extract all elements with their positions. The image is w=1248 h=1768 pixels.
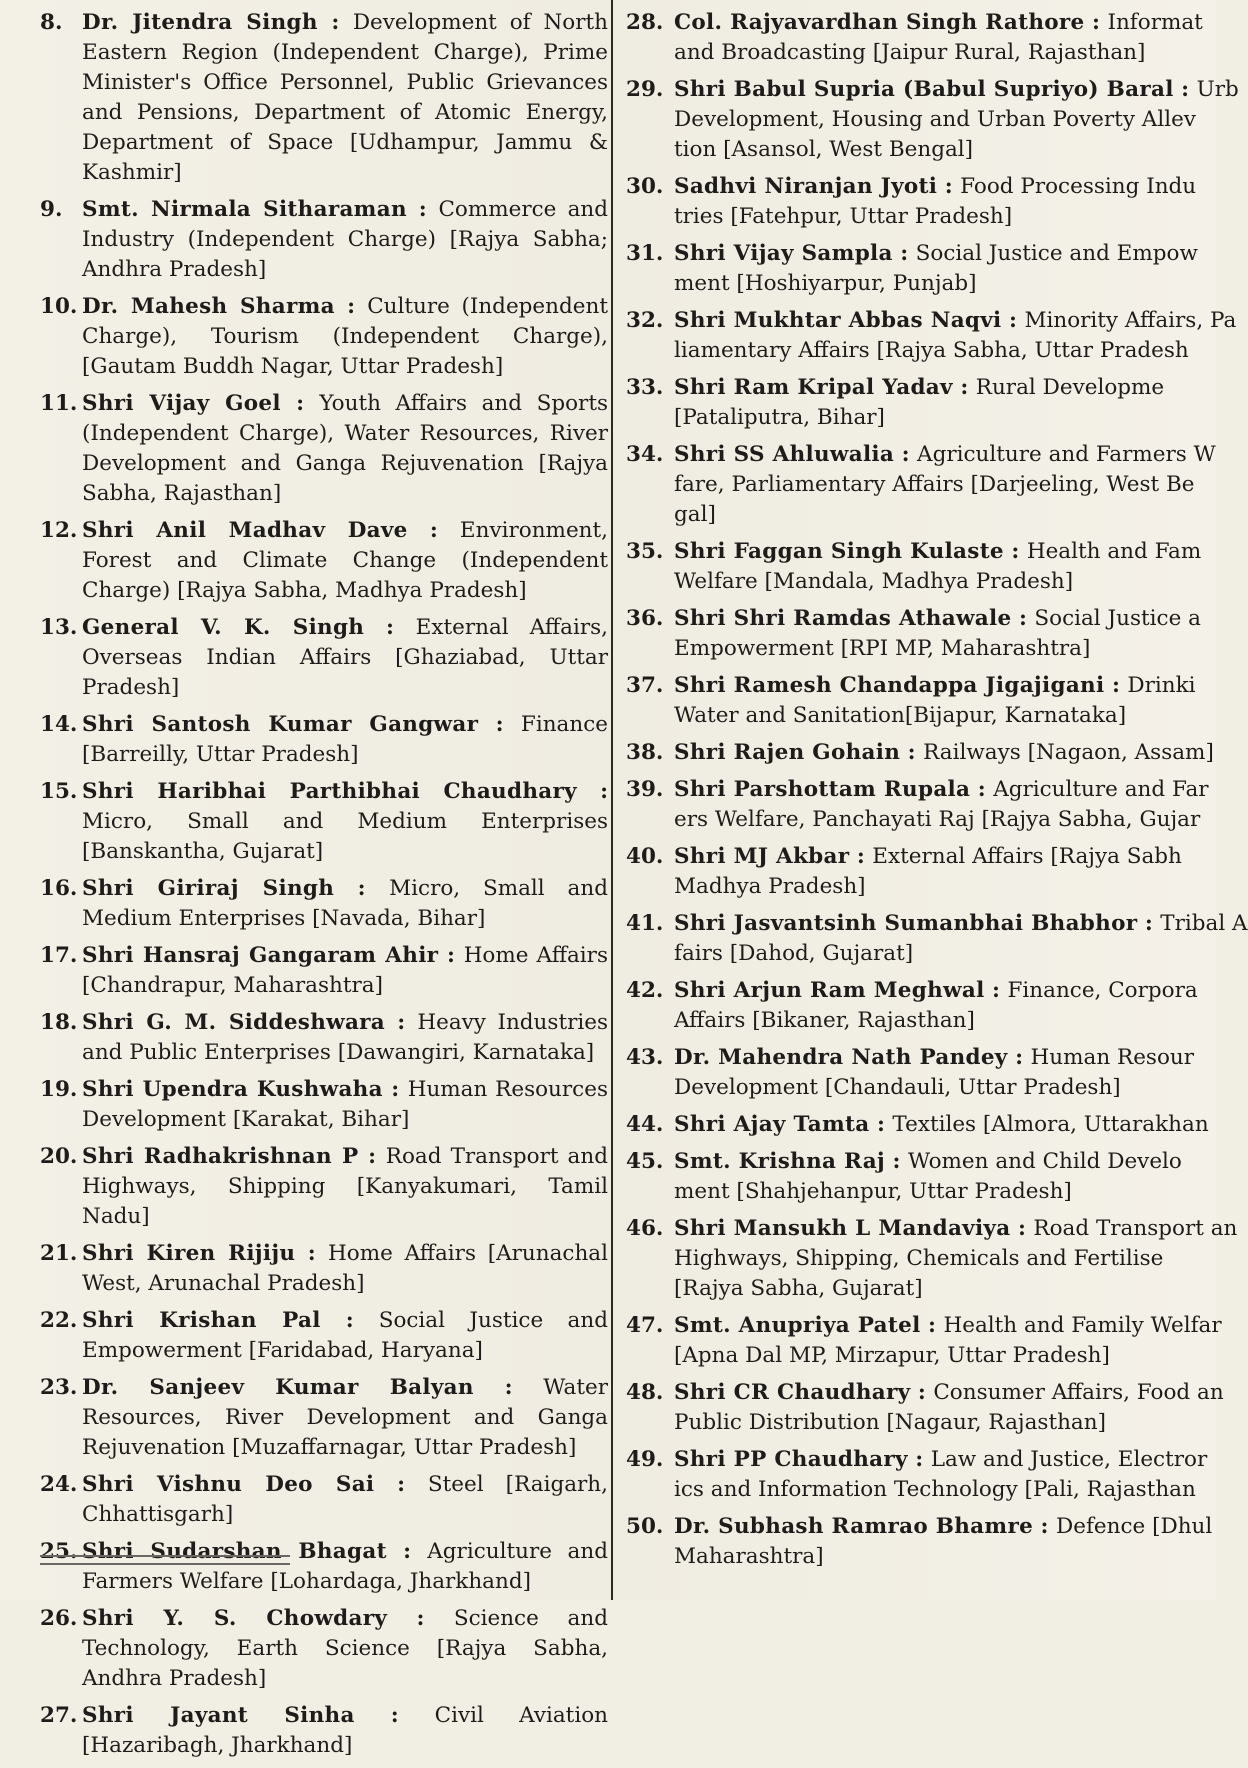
portfolio-text: Road Transport and Highways, Shipping [Kanyakumari, Tamil Nadu]	[82, 1144, 608, 1229]
portfolio-line: Law and Justice, Electror	[930, 1447, 1208, 1472]
portfolio-line: Rural Developme	[975, 375, 1165, 400]
entry-number: 38.	[626, 740, 664, 765]
minister-name: Shri Rajen Gohain	[674, 740, 901, 765]
portfolio-line: Women and Child Develo	[907, 1149, 1182, 1174]
minister-entry	[40, 777, 608, 867]
separator: :	[317, 10, 353, 35]
separator: :	[910, 1380, 934, 1405]
separator: :	[576, 779, 609, 804]
minister-entry	[40, 195, 608, 285]
portfolio-text: Human Resources Development [Karakat, Bihar]	[82, 1077, 608, 1132]
entry-number: 40.	[626, 844, 664, 869]
minister-entry	[626, 1378, 1226, 1438]
minister-name: Col. Rajyavardhan Singh Rathore	[674, 10, 1085, 35]
minister-name: Shri Hansraj Gangaram Ahir	[82, 943, 439, 968]
separator: :	[984, 978, 1008, 1003]
separator: :	[900, 740, 924, 765]
separator: :	[1007, 1045, 1031, 1070]
entry-number: 23.	[40, 1375, 78, 1400]
separator: :	[1104, 673, 1128, 698]
entry-number: 15.	[40, 779, 78, 804]
portfolio-line: Textiles [Almora, Uttarakhan	[892, 1112, 1209, 1137]
portfolio-line: Agriculture and Farmers W	[917, 442, 1216, 467]
minister-name: Shri Parshottam Rupala	[674, 777, 971, 802]
portfolio-line: Finance, Corpora	[1007, 978, 1198, 1003]
minister-name: Sadhvi Niranjan Jyoti	[674, 174, 938, 199]
minister-name: Shri Radhakrishnan P	[82, 1144, 359, 1169]
portfolio-line: tries [Fatehpur, Uttar Pradesh]	[674, 204, 1013, 229]
portfolio-line: Consumer Affairs, Food an	[933, 1380, 1224, 1405]
minister-entry	[40, 941, 608, 1001]
minister-name: Dr. Sanjeev Kumar Balyan	[82, 1375, 474, 1400]
portfolio-line: Health and Fam	[1026, 539, 1202, 564]
separator: :	[849, 844, 873, 869]
minister-entry	[626, 373, 1226, 433]
minister-name: Shri SS Ahluwalia	[674, 442, 895, 467]
portfolio-line: fairs [Dahod, Gujarat]	[674, 941, 914, 966]
entry-number: 29.	[626, 77, 664, 102]
separator: :	[364, 615, 416, 640]
entry-number: 46.	[626, 1216, 664, 1241]
separator: :	[970, 777, 994, 802]
minister-entry	[40, 1604, 608, 1694]
separator: :	[892, 241, 916, 266]
minister-name: Shri Shri Ramdas Athawale	[674, 606, 1012, 631]
minister-name: Shri Upendra Kushwaha	[82, 1077, 383, 1102]
minister-entry	[40, 1008, 608, 1068]
entry-number: 43.	[626, 1045, 664, 1070]
minister-name: Shri Krishan Pal	[82, 1308, 321, 1333]
entry-number: 30.	[626, 174, 664, 199]
portfolio-line: Health and Family Welfar	[943, 1313, 1222, 1338]
minister-name: General V. K. Singh	[82, 615, 365, 640]
portfolio-text: Culture (Independent Charge), Tourism (Independent Charge), [Gautam Buddh Nagar, Uttar Pradesh]	[82, 294, 608, 379]
portfolio-line: liamentary Affairs [Rajya Sabha, Uttar Pradesh	[674, 338, 1189, 363]
minister-entry	[40, 1701, 608, 1761]
portfolio-text: Steel [Raigarh, Chhattisgarh]	[82, 1472, 608, 1527]
entry-number: 26.	[40, 1606, 78, 1631]
entry-number: 24.	[40, 1472, 78, 1497]
entry-number: 48.	[626, 1380, 664, 1405]
minister-name: Shri Ramesh Chandappa Jigajigani	[674, 673, 1105, 698]
portfolio-line: ment [Shahjehanpur, Uttar Pradesh]	[674, 1179, 1072, 1204]
portfolio-line: Tribal A	[1160, 911, 1248, 936]
separator: :	[387, 1606, 454, 1631]
entry-number: 44.	[626, 1112, 664, 1137]
entry-number: 17.	[40, 943, 78, 968]
minister-entry	[626, 775, 1226, 835]
portfolio-text: Science and Technology, Earth Science [Rajya Sabha, Andhra Pradesh]	[82, 1606, 608, 1691]
entry-number: 41.	[626, 911, 664, 936]
minister-name: Dr. Mahesh Sharma	[82, 294, 335, 319]
entry-number: 33.	[626, 375, 664, 400]
minister-entry	[626, 604, 1226, 664]
portfolio-text: Home Affairs [Arunachal West, Arunachal Pradesh]	[82, 1241, 608, 1296]
minister-entry	[40, 710, 608, 770]
minister-name: Shri PP Chaudhary	[674, 1447, 908, 1472]
separator: :	[907, 1447, 931, 1472]
separator: :	[1011, 606, 1035, 631]
portfolio-text: Heavy Industries and Public Enterprises [Dawangiri, Karnataka]	[82, 1010, 608, 1065]
minister-entry	[626, 239, 1226, 299]
minister-name: Shri Mukhtar Abbas Naqvi	[674, 308, 1002, 333]
portfolio-text: Civil Aviation [Hazaribagh, Jharkhand]	[82, 1703, 608, 1758]
minister-name: Shri Ajay Tamta	[674, 1112, 870, 1137]
portfolio-line: Social Justice and Empow	[915, 241, 1198, 266]
separator: :	[1137, 911, 1161, 936]
minister-entry	[40, 8, 608, 188]
minister-name: Dr. Jitendra Singh	[82, 10, 318, 35]
portfolio-text: External Affairs, Overseas Indian Affairs [Ghaziabad, Uttar Pradesh]	[82, 615, 608, 700]
portfolio-line: Water and Sanitation[Bijapur, Karnataka]	[674, 703, 1127, 728]
minister-entry	[626, 306, 1237, 366]
entry-number: 45.	[626, 1149, 664, 1174]
minister-name: Shri Santosh Kumar Gangwar	[82, 712, 479, 737]
separator: :	[334, 294, 368, 319]
entry-number: 19.	[40, 1077, 78, 1102]
minister-entry	[626, 537, 1226, 597]
minister-entry	[626, 976, 1226, 1036]
portfolio-line: Agriculture and Far	[993, 777, 1209, 802]
separator: :	[937, 174, 961, 199]
separator: :	[382, 1077, 408, 1102]
minister-entry	[626, 842, 1226, 902]
separator: :	[386, 1539, 428, 1564]
minister-entry	[40, 1142, 608, 1232]
minister-name: Shri Vijay Sampla	[674, 241, 893, 266]
minister-entry	[626, 1110, 1226, 1140]
portfolio-line: Urb	[1196, 77, 1239, 102]
separator: :	[1173, 77, 1197, 102]
entry-number: 11.	[40, 391, 78, 416]
portfolio-line: fare, Parliamentary Affairs [Darjeeling, West Be	[674, 472, 1195, 497]
separator: :	[320, 1308, 379, 1333]
minister-name: Shri Mansukh L Mandaviya	[674, 1216, 1011, 1241]
portfolio-line: ment [Hoshiyarpur, Punjab]	[674, 271, 977, 296]
entry-number: 8.	[40, 10, 63, 35]
separator: :	[407, 518, 460, 543]
entry-number: 34.	[626, 442, 664, 467]
separator: :	[1033, 1514, 1056, 1539]
separator: :	[406, 197, 439, 222]
separator: :	[1001, 308, 1025, 333]
minister-entry	[626, 738, 1226, 768]
portfolio-line: Railways [Nagaon, Assam]	[923, 740, 1214, 765]
entry-number: 9.	[40, 197, 63, 222]
minister-name: Shri Jayant Sinha	[82, 1703, 355, 1728]
separator: :	[885, 1149, 908, 1174]
minister-name: Shri Sudarshan Bhagat	[82, 1539, 387, 1564]
entry-number: 25.	[40, 1539, 78, 1564]
minister-entry	[40, 874, 608, 934]
minister-name: Dr. Subhash Ramrao Bhamre	[674, 1514, 1034, 1539]
portfolio-text: Social Justice and Empowerment [Faridabad, Haryana]	[82, 1308, 608, 1363]
portfolio-line: Welfare [Mandala, Madhya Pradesh]	[674, 569, 1074, 594]
entry-number: 31.	[626, 241, 664, 266]
entry-number: 50.	[626, 1514, 664, 1539]
minister-name: Shri Kiren Rijiju	[82, 1241, 296, 1266]
portfolio-text: Youth Affairs and Sports (Independent Charge), Water Resources, River Development and Ganga Rejuvenation [Rajya Sabha, Rajasthan]	[82, 391, 608, 506]
portfolio-line: Social Justice a	[1034, 606, 1201, 631]
entry-number: 18.	[40, 1010, 78, 1035]
portfolio-text: Home Affairs [Chandrapur, Maharashtra]	[82, 943, 608, 998]
portfolio-line: Madhya Pradesh]	[674, 874, 866, 899]
portfolio-line: Maharashtra]	[674, 1544, 824, 1569]
minister-entry	[626, 8, 1226, 68]
separator: :	[354, 1703, 435, 1728]
minister-entry	[626, 172, 1226, 232]
portfolio-line: Minority Affairs, Pa	[1024, 308, 1237, 333]
separator: :	[473, 1375, 544, 1400]
minister-entry	[626, 440, 1226, 530]
entry-number: 47.	[626, 1313, 664, 1338]
minister-entry	[626, 909, 1248, 969]
minister-entry	[40, 516, 608, 606]
minister-entry	[40, 389, 608, 509]
minister-entry	[626, 1512, 1226, 1572]
minister-entry	[626, 1311, 1226, 1371]
separator: :	[894, 442, 918, 467]
entry-number: 39.	[626, 777, 664, 802]
separator: :	[358, 1144, 386, 1169]
minister-name: Shri Vijay Goel	[82, 391, 281, 416]
separator: :	[920, 1313, 944, 1338]
entry-number: 28.	[626, 10, 664, 35]
minister-name: Shri CR Chaudhary	[674, 1380, 911, 1405]
portfolio-line: Affairs [Bikaner, Rajasthan]	[674, 1008, 975, 1033]
minister-entry	[40, 1373, 608, 1463]
entry-number: 21.	[40, 1241, 78, 1266]
portfolio-line: gal]	[674, 502, 716, 527]
minister-entry	[40, 613, 608, 703]
portfolio-line: [Pataliputra, Bihar]	[674, 405, 885, 430]
minister-name: Shri Babul Supria (Babul Supriyo) Baral	[674, 77, 1174, 102]
entry-number: 49.	[626, 1447, 664, 1472]
entry-number: 12.	[40, 518, 78, 543]
separator: :	[1003, 539, 1027, 564]
portfolio-line: [Rajya Sabha, Gujarat]	[674, 1276, 923, 1301]
minister-name: Shri Ram Kripal Yadav	[674, 375, 953, 400]
minister-name: Shri Jasvantsinh Sumanbhai Bhabhor	[674, 911, 1138, 936]
entry-number: 32.	[626, 308, 664, 333]
portfolio-line: Informat	[1107, 10, 1203, 35]
portfolio-line: Empowerment [RPI MP, Maharashtra]	[674, 636, 1091, 661]
right-column	[626, 8, 1248, 1579]
portfolio-line: and Broadcasting [Jaipur Rural, Rajasthan]	[674, 40, 1146, 65]
minister-entry	[40, 1306, 608, 1366]
left-column	[40, 8, 608, 1768]
entry-number: 14.	[40, 712, 78, 737]
minister-entry	[40, 1239, 608, 1299]
portfolio-line: Human Resour	[1030, 1045, 1195, 1070]
minister-entry	[40, 1537, 608, 1597]
minister-name: Shri Arjun Ram Meghwal	[674, 978, 985, 1003]
minister-entry	[626, 75, 1239, 165]
portfolio-text: Micro, Small and Medium Enterprises [Banskantha, Gujarat]	[82, 809, 608, 864]
entry-number: 22.	[40, 1308, 78, 1333]
portfolio-text: Agriculture and Farmers Welfare [Lohardaga, Jharkhand]	[82, 1539, 608, 1594]
separator: :	[385, 1010, 418, 1035]
minister-name: Shri Faggan Singh Kulaste	[674, 539, 1004, 564]
minister-entry	[626, 671, 1226, 731]
portfolio-text: Environment, Forest and Climate Change (Independent Charge) [Rajya Sabha, Madhya Pradesh]	[82, 518, 608, 603]
minister-name: Shri Haribhai Parthibhai Chaudhary	[82, 779, 577, 804]
minister-name: Shri Anil Madhav Dave	[82, 518, 408, 543]
column-divider	[611, 0, 613, 1600]
separator: :	[438, 943, 464, 968]
portfolio-text: Development of North Eastern Region (Independent Charge), Prime Minister's Office Personnel, Public Grievances and Pensions, Department of Atomic Energy, Department of Space [Udhampur, Jammu & Kashmir]	[82, 10, 608, 185]
portfolio-line: Development, Housing and Urban Poverty Allev	[674, 107, 1196, 132]
minister-entry	[40, 292, 608, 382]
portfolio-line: [Apna Dal MP, Mirzapur, Uttar Pradesh]	[674, 1343, 1110, 1368]
portfolio-line: Public Distribution [Nagaur, Rajasthan]	[674, 1410, 1106, 1435]
minister-name: Dr. Mahendra Nath Pandey	[674, 1045, 1008, 1070]
minister-entry	[626, 1147, 1226, 1207]
minister-name: Smt. Nirmala Sitharaman	[82, 197, 407, 222]
portfolio-line: Development [Chandauli, Uttar Pradesh]	[674, 1075, 1121, 1100]
entry-number: 16.	[40, 876, 78, 901]
minister-entry	[626, 1445, 1226, 1505]
bottom-rule	[40, 1555, 290, 1565]
separator: :	[280, 391, 320, 416]
entry-number: 27.	[40, 1703, 78, 1728]
entry-number: 36.	[626, 606, 664, 631]
entry-number: 42.	[626, 978, 664, 1003]
separator: :	[952, 375, 976, 400]
entry-number: 20.	[40, 1144, 78, 1169]
minister-entry	[626, 1043, 1226, 1103]
minister-name: Shri Y. S. Chowdary	[82, 1606, 388, 1631]
minister-name: Shri Giriraj Singh	[82, 876, 335, 901]
minister-name: Shri G. M. Siddeshwara	[82, 1010, 386, 1035]
separator: :	[478, 712, 521, 737]
entry-number: 10.	[40, 294, 78, 319]
portfolio-line: Food Processing Indu	[960, 174, 1197, 199]
portfolio-line: Road Transport an	[1033, 1216, 1238, 1241]
separator: :	[295, 1241, 329, 1266]
portfolio-line: tion [Asansol, West Bengal]	[674, 137, 974, 162]
portfolio-line: Highways, Shipping, Chemicals and Fertilise	[674, 1246, 1164, 1271]
portfolio-text: Finance [Barreilly, Uttar Pradesh]	[82, 712, 608, 767]
separator: :	[374, 1472, 428, 1497]
minister-entry	[40, 1470, 608, 1530]
separator: :	[869, 1112, 893, 1137]
minister-entry	[626, 1214, 1238, 1304]
portfolio-text: Water Resources, River Development and Ganga Rejuvenation [Muzaffarnagar, Uttar Pradesh]	[82, 1375, 608, 1460]
entry-number: 37.	[626, 673, 664, 698]
minister-name: Smt. Krishna Raj	[674, 1149, 886, 1174]
separator: :	[334, 876, 390, 901]
separator: :	[1010, 1216, 1034, 1241]
minister-name: Shri Vishnu Deo Sai	[82, 1472, 375, 1497]
minister-entry	[40, 1075, 608, 1135]
entry-number: 35.	[626, 539, 664, 564]
minister-name: Shri MJ Akbar	[674, 844, 850, 869]
portfolio-line: Defence [Dhul	[1055, 1514, 1213, 1539]
entry-number: 13.	[40, 615, 78, 640]
portfolio-text: Commerce and Industry (Independent Charge) [Rajya Sabha; Andhra Pradesh]	[82, 197, 608, 282]
minister-name: Smt. Anupriya Patel	[674, 1313, 921, 1338]
portfolio-line: ers Welfare, Panchayati Raj [Rajya Sabha, Gujar	[674, 807, 1201, 832]
portfolio-line: External Affairs [Rajya Sabh	[872, 844, 1182, 869]
portfolio-text: Micro, Small and Medium Enterprises [Navada, Bihar]	[82, 876, 608, 931]
portfolio-line: Drinki	[1127, 673, 1196, 698]
separator: :	[1084, 10, 1108, 35]
portfolio-line: ics and Information Technology [Pali, Rajasthan	[674, 1477, 1196, 1502]
